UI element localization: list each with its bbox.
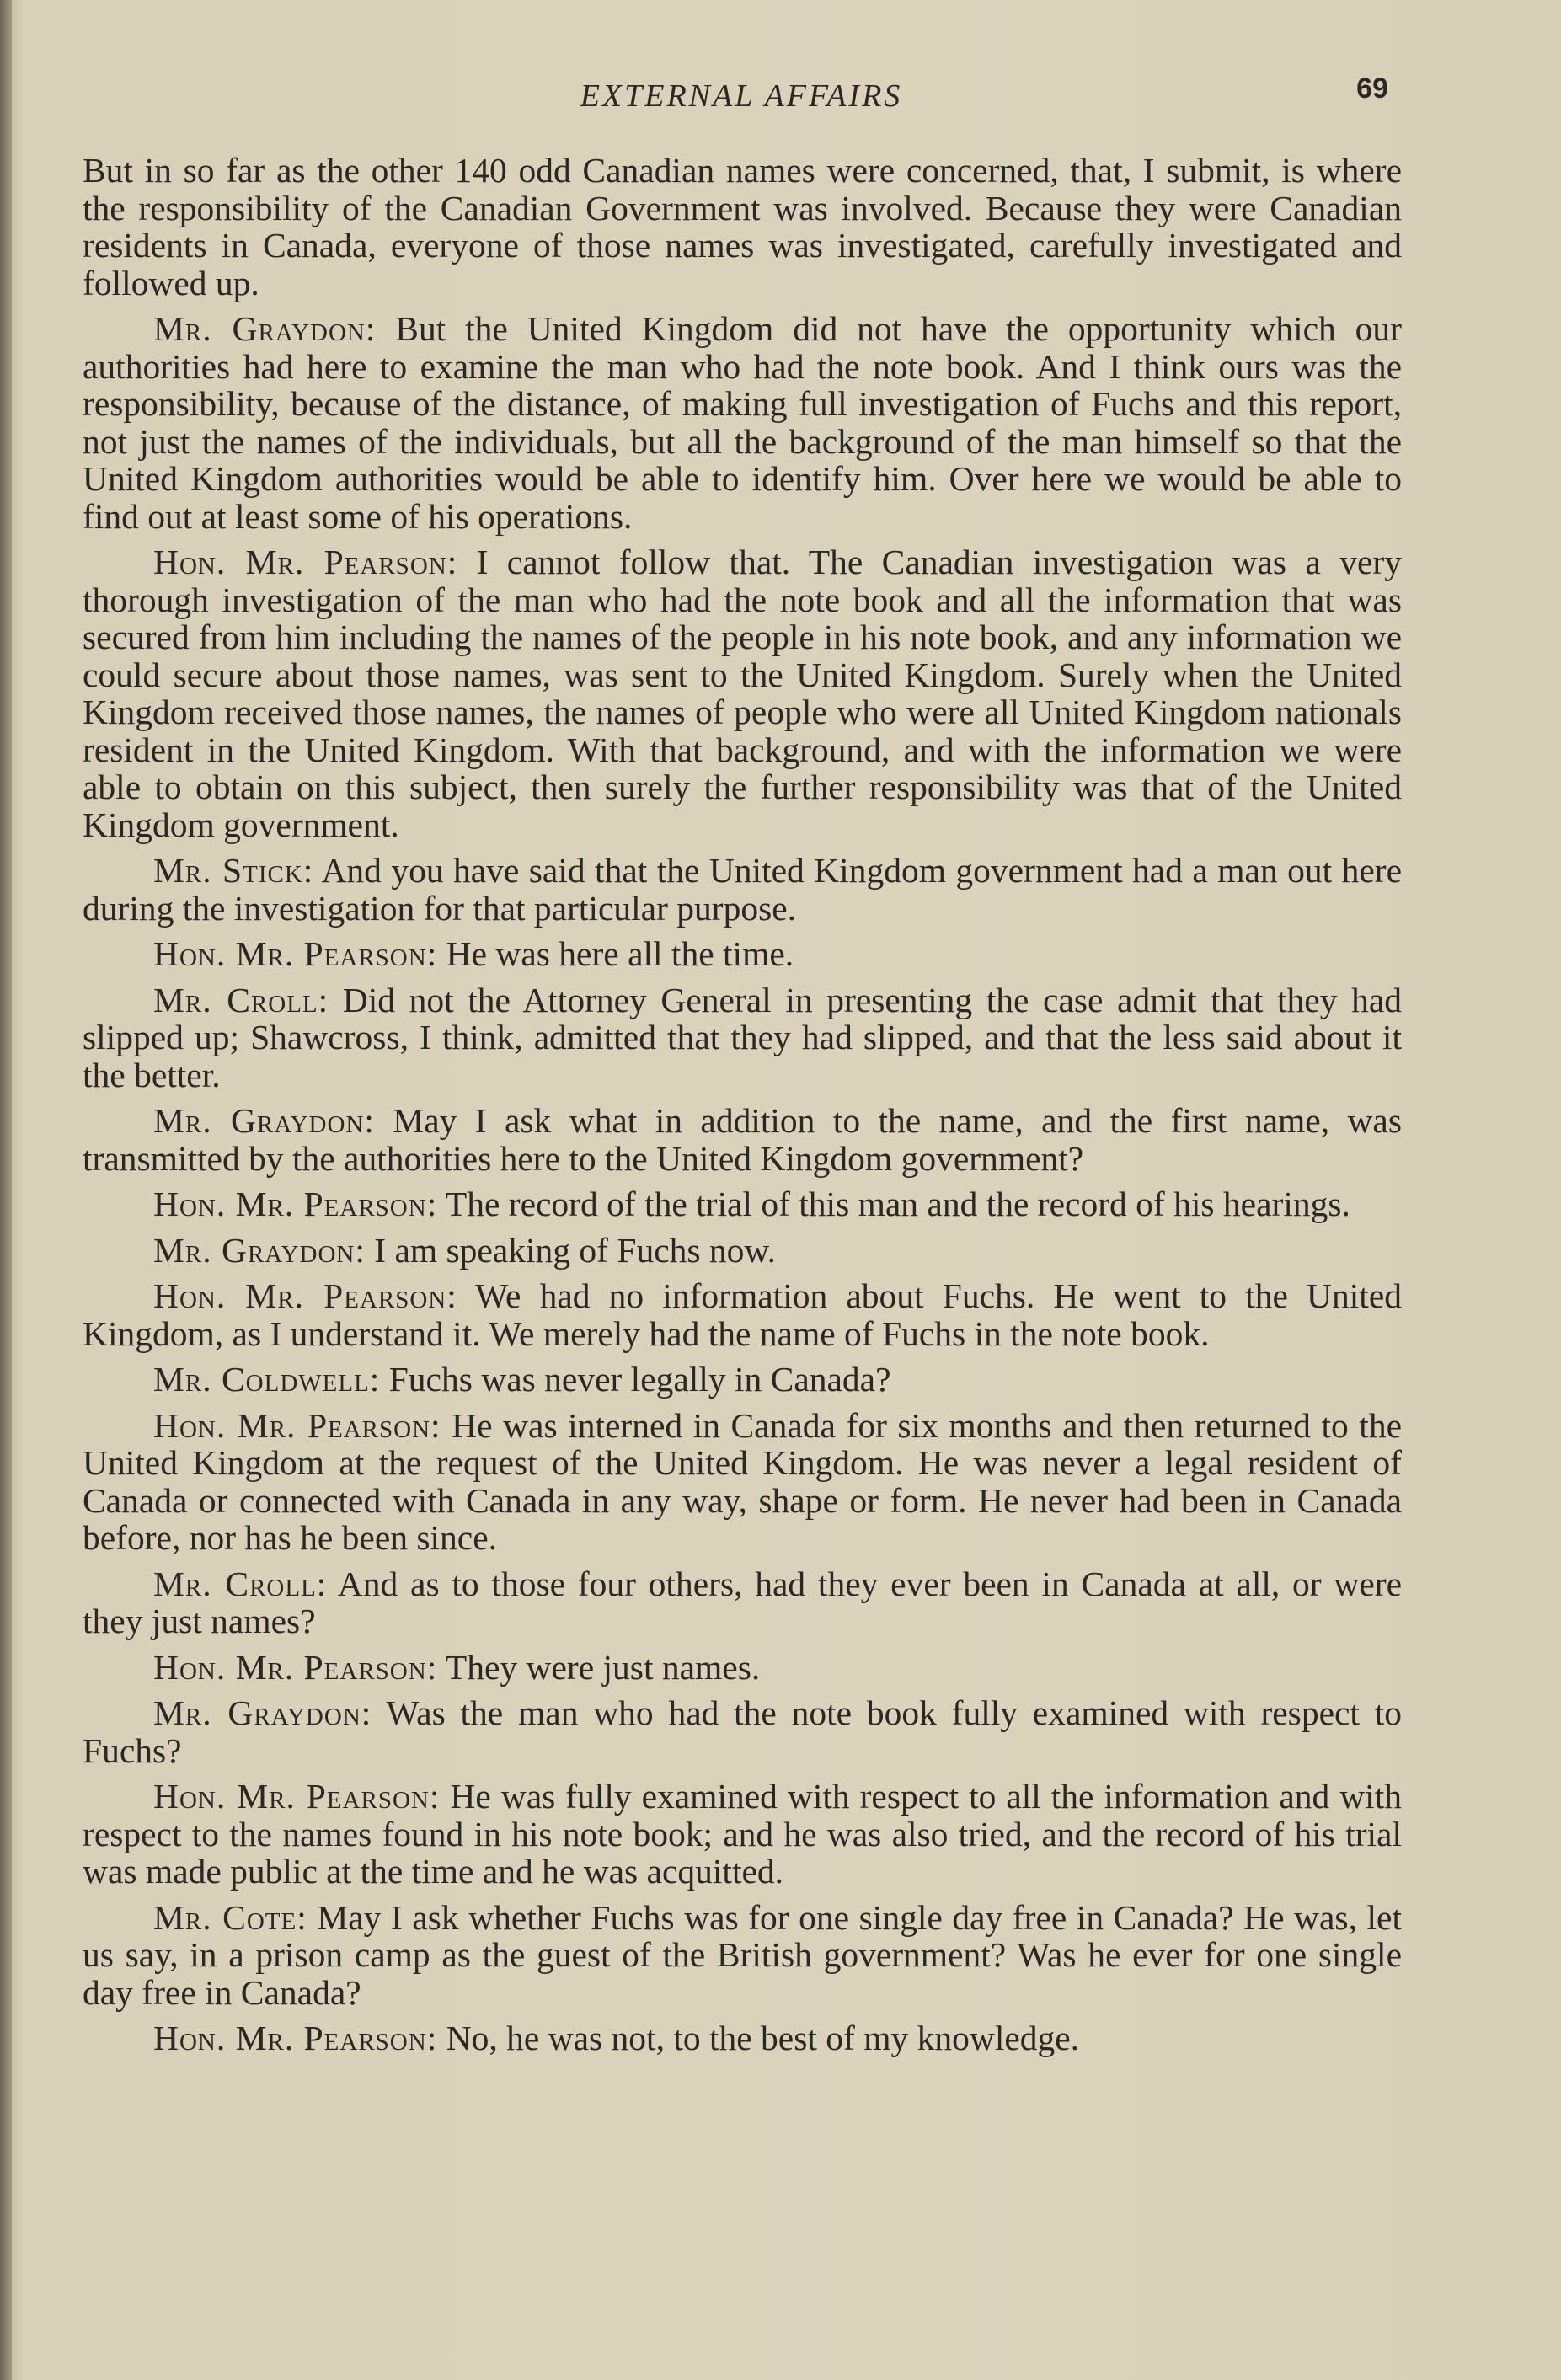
paragraph (83, 1277, 1402, 1352)
speaker-name: Hon. Mr. Pearson: (153, 1276, 457, 1315)
page-header (84, 72, 1398, 128)
speaker-name: Hon. Mr. Pearson: (153, 2019, 438, 2057)
speaker-name: Mr. Stick: (153, 851, 314, 890)
paragraph (83, 1694, 1402, 1769)
paragraph-text: Did not the Attorney General in presenting the case admit that they had slipped up; Shawcross, I think, admitted that they had slipped, and that the less said about it the better. (83, 980, 1402, 1094)
paragraph (83, 1649, 1402, 1687)
paragraph-text: But the United Kingdom did not have the opportunity which our authorities had here to examine the man who had the note book. And I think ours was the responsibility, because of the distance, of making full investigation of Fuchs and this report, not just the names of the individuals, but all the background of the man himself so that the United Kingdom authorities would be able to identify him. Over here we would be able to find out at least some of his operations. (83, 309, 1403, 536)
paragraph-text: He was fully examined with respect to all the information and with respect to the names found in his note book; and he was also tried, and the record of his trial was made public at the time and he was acquitted. (83, 1777, 1402, 1891)
running-head: EXTERNAL AFFAIRS (580, 78, 903, 114)
book-spine-shadow (0, 0, 12, 2380)
paragraph-text: We had no information about Fuchs. He went to the United Kingdom, as I understand it. We merely had the name of Fuchs in the note book. (83, 1276, 1402, 1353)
paragraph-text: I cannot follow that. The Canadian investigation was a very thorough investigation of the man who had the note book and all the information that was secured from him including the names of the people in his note book, and any information we could secure about those names, was sent to the United Kingdom. Surely when the United Kingdom received those names, the names of people who were all United Kingdom nationals resident in the United Kingdom. With that background, and with the information we were able to obtain on this subject, then surely the further responsibility was that of the United Kingdom government. (83, 543, 1402, 844)
paragraph-text: He was here all the time. (437, 934, 794, 973)
paragraph (83, 1778, 1402, 1891)
speaker-name: Mr. Coldwell: (153, 1360, 381, 1399)
paragraph (83, 1899, 1402, 2012)
speaker-name: Hon. Mr. Pearson: (153, 1405, 441, 1445)
speaker-name: Hon. Mr. Pearson: (153, 1777, 441, 1816)
page-body (83, 152, 1402, 2066)
paragraph-text: No, he was not, to the best of my knowledge. (437, 2019, 1080, 2057)
paragraph-text: He was interned in Canada for six months and then returned to the United Kingdom at the request of the United Kingdom. He was never a legal resident of Canada or connected with Canada in any way, shape or form. He never had been in Canada before, nor has he been since. (83, 1405, 1402, 1557)
speaker-name: Mr. Croll: (153, 1564, 328, 1603)
paragraph (83, 310, 1402, 535)
paragraph-text: But in so far as the other 140 odd Canadian names were concerned, that, I submit, is where the responsibility of the Canadian Government was involved. Because they were Canadian residents in Canada, everyone of those names was investigated, carefully investigated and followed up. (83, 151, 1402, 302)
speaker-name: Mr. Graydon: (153, 1693, 372, 1732)
speaker-name: Mr. Graydon: (153, 1101, 375, 1140)
paragraph-text: May I ask what in addition to the name, and the first name, was transmitted by the authorities here to the United Kingdom government? (83, 1101, 1402, 1178)
paragraph (83, 1565, 1402, 1640)
paragraph-text: I am speaking of Fuchs now. (365, 1230, 777, 1270)
speaker-name: Hon. Mr. Pearson: (153, 934, 438, 973)
speaker-name: Hon. Mr. Pearson: (153, 1647, 438, 1687)
paragraph (83, 1361, 1402, 1399)
paragraph-text: The record of the trial of this man and the record of his hearings. (437, 1185, 1350, 1223)
speaker-name: Mr. Graydon: (153, 309, 377, 348)
speaker-name: Hon. Mr. Pearson: (153, 1185, 438, 1223)
paragraph-text: And as to those four others, had they ever been in Canada at all, or were they just names? (83, 1564, 1402, 1640)
paragraph (83, 1232, 1402, 1270)
paragraph (83, 1185, 1402, 1223)
speaker-name: Mr. Croll: (153, 980, 329, 1019)
paragraph (83, 543, 1402, 843)
paragraph (83, 981, 1402, 1094)
paragraph (83, 152, 1402, 302)
paragraph (83, 2019, 1402, 2057)
speaker-name: Mr. Cote: (153, 1897, 307, 1937)
speaker-name: Hon. Mr. Pearson: (153, 543, 458, 581)
paragraph-text: May I ask whether Fuchs was for one single day free in Canada? He was, let us say, in a prison camp as the guest of the British government? Was he ever for one single day free in Canada? (83, 1897, 1402, 2012)
paragraph (83, 935, 1402, 973)
paragraph (83, 1102, 1402, 1177)
page-number: 69 (1356, 72, 1388, 104)
paragraph (83, 852, 1402, 927)
paragraph-text: They were just names. (437, 1647, 761, 1687)
speaker-name: Mr. Graydon: (153, 1230, 366, 1270)
paragraph-text: Was the man who had the note book fully examined with respect to Fuchs? (83, 1693, 1403, 1770)
paragraph (83, 1407, 1402, 1557)
paragraph-text: And you have said that the United Kingdom government had a man out here during the investigation for that particular purpose. (83, 851, 1402, 928)
paragraph-text: Fuchs was never legally in Canada? (380, 1360, 891, 1399)
